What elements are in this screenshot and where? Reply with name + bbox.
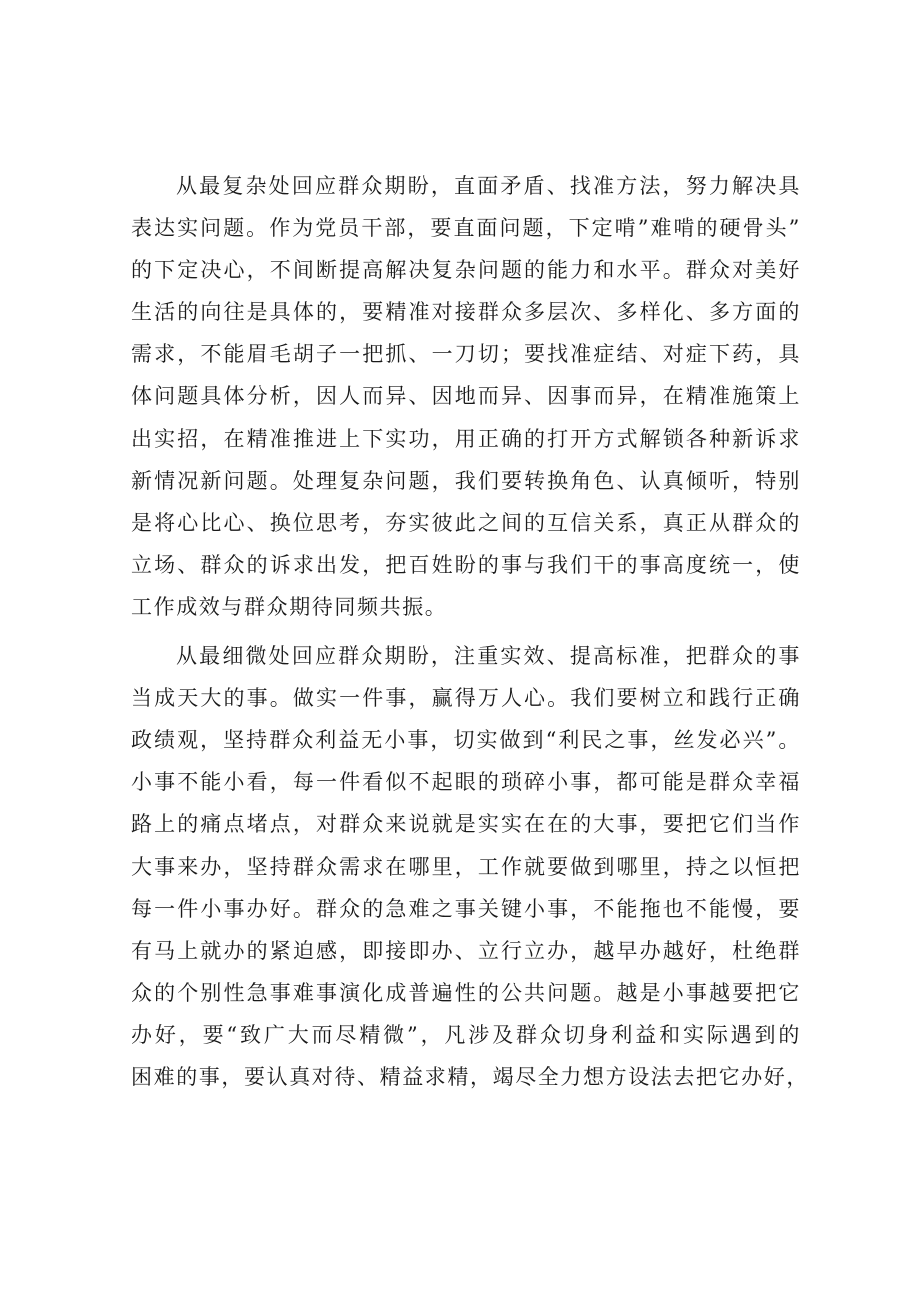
text-line: 小事不能小看，每一件看似不起眼的琐碎小事，都可能是群众幸福 [131,770,801,795]
text-line: 困难的事，要认真对待、精益求精，竭尽全力想方设法去把它办好， [131,1064,809,1089]
text-line: 立场、群众的诉求出发，把百姓盼的事与我们干的事高度统一，使 [131,552,801,577]
text-line: 从最细微处回应群众期盼，注重实效、提高标准，把群众的事 [176,644,801,669]
text-line: 每一件小事办好。群众的急难之事关键小事，不能拖也不能慢，要 [131,896,801,921]
document-body [131,165,809,1098]
text-line: 新情况新问题。处理复杂问题，我们要转换角色、认真倾听，特别 [131,468,801,493]
paragraph-2 [131,635,809,1098]
text-line: 大事来办，坚持群众需求在哪里，工作就要做到哪里，持之以恒把 [131,854,801,879]
text-line: 需求，不能眉毛胡子一把抓、一刀切；要找准症结、对症下药，具 [131,342,801,367]
text-line: 生活的向往是具体的，要精准对接群众多层次、多样化、多方面的 [131,300,801,325]
text-line: 的下定决心，不间断提高解决复杂问题的能力和水平。群众对美好 [131,258,801,283]
text-line: 办好，要“致广大而尽精微”，凡涉及群众切身利益和实际遇到的 [131,1022,801,1047]
text-line: 是将心比心、换位思考，夯实彼此之间的互信关系，真正从群众的 [131,510,801,535]
text-line: 体问题具体分析，因人而异、因地而异、因事而异，在精准施策上 [131,384,801,409]
text-line: 当成天大的事。做实一件事，赢得万人心。我们要树立和践行正确 [131,686,801,711]
text-line: 从最复杂处回应群众期盼，直面矛盾、找准方法，努力解决具 [176,174,801,198]
text-line: 众的个别性急事难事演化成普遍性的公共问题。越是小事越要把它 [131,980,801,1005]
text-line: 有马上就办的紧迫感，即接即办、立行立办，越早办越好，杜绝群 [131,938,801,963]
text-line: 工作成效与群众期待同频共振。 [131,594,448,619]
text-line: 政绩观，坚持群众利益无小事，切实做到“利民之事，丝发必兴”。 [131,728,801,753]
text-line: 出实招，在精准推进上下实功，用正确的打开方式解锁各种新诉求 [131,426,801,451]
text-line: 路上的痛点堵点，对群众来说就是实实在在的大事，要把它们当作 [131,812,801,837]
text-line: 表达实问题。作为党员干部，要直面问题，下定啃”难啃的硬骨头” [131,216,801,241]
paragraph-1 [131,165,801,628]
paragraph-spacer [131,628,801,635]
